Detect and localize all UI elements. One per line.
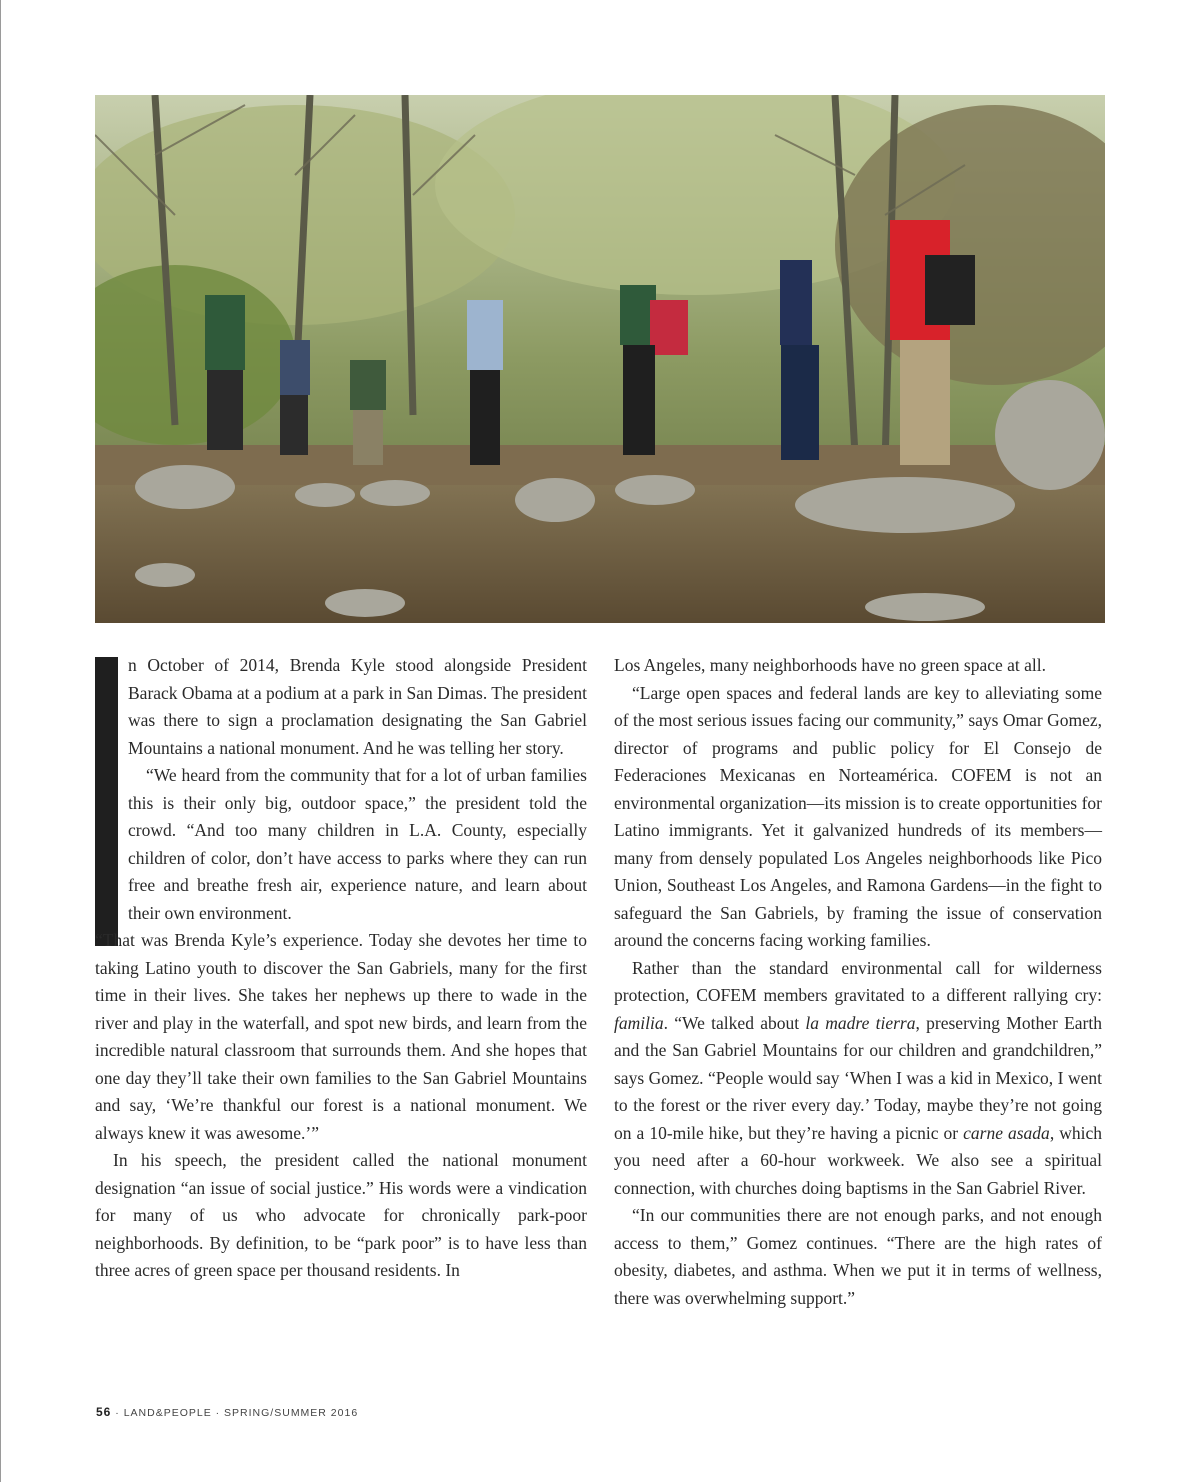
paragraph: “In our communities there are not enough parks, and not enough access to them,” Gomez continues. “There are the high rates of obesity, diabetes, and asthma. When we put it in terms of wellness, there was overwhelming support.” (614, 1205, 1102, 1308)
paragraph: “That was Brenda Kyle’s experience. Today she devotes her time to taking Latino youth to discover the San Gabriels, many for the first time in their lives. She takes her nephews up there to wade in the river and play in the waterfall, and spot new birds, and learn from the incredible natural classroom that surrounds them. And she hopes that one day they’ll take their own families to the San Gabriel Mountains and say, ‘We’re thankful our forest is a national monument. We always knew it was awesome.’” (95, 930, 587, 1143)
italic-term: la madre tierra (805, 1012, 916, 1033)
italic-term: carne asada (963, 1122, 1050, 1143)
paragraph: “Large open spaces and federal lands are key to alleviating some of the most serious issues facing our community,” says Omar Gomez, director of programs and public policy for El Consejo de Federaciones Mexicanas en Norteamérica. COFEM is not an environmental organization—its mission is to create opportunities for Latino immigrants. Yet it galvanized hundreds of its members—many from densely populated Los Angeles neighborhoods like Pico Union, Southeast Los Angeles, and Ramona Gardens—in the fight to safeguard the San Gabriels, by framing the issue of conservation around the concerns facing working families. (614, 682, 1102, 950)
text-run: . “We talked about (663, 1012, 806, 1033)
article-right-column (614, 652, 1102, 1312)
lead-paragraph: n October of 2014, Brenda Kyle stood alongside President Barack Obama at a podium at a park in San Dimas. The president was there to sign a proclamation designating the San Gabriel Mountains a national monument. And he was telling her story. (128, 655, 587, 758)
page-footer (96, 1405, 358, 1419)
hikers-crossing-stream-photo (95, 95, 1105, 623)
italic-term: familia (614, 1012, 664, 1033)
page-number: 56 (96, 1405, 112, 1419)
article-left-column (95, 652, 587, 1285)
publication-info: · LAND&PEOPLE · SPRING/SUMMER 2016 (111, 1407, 359, 1419)
page-edge (0, 0, 1, 1482)
text-run: , which you need after a 60-hour workweek. We also see a spiritual connection, with churches doing baptisms in the San Gabriel River. (614, 1122, 1102, 1198)
text-run: Rather than the standard environmental call for wilderness protection, COFEM members gravitated to a different rallying cry: (614, 957, 1102, 1005)
paragraph (614, 955, 1102, 1203)
text-run: , preserving Mother Earth and the San Gabriel Mountains for our children and grandchildren,” says Gomez. “People would say ‘When I was a kid in Mexico, I went to the forest or the river every day.’ Today, maybe they’re not going on a 10-mile hike, but they’re having a picnic or (614, 1012, 1102, 1143)
paragraph: In his speech, the president called the national monument designation “an issue of social justice.” His words were a vindication for many of us who advocate for chronically park-poor neighborhoods. By definition, to be “park poor” is to have less than three acres of green space per thousand residents. In (95, 1150, 587, 1280)
paragraph: Los Angeles, many neighborhoods have no green space at all. (614, 655, 1047, 675)
paragraph: “We heard from the community that for a lot of urban families this is their only big, outdoor space,” the president told the crowd. “And too many children in L.A. County, especially children of color, don’t have access to parks where they can run free and breathe fresh air, experience nature, and learn about their own environment. (128, 765, 587, 923)
